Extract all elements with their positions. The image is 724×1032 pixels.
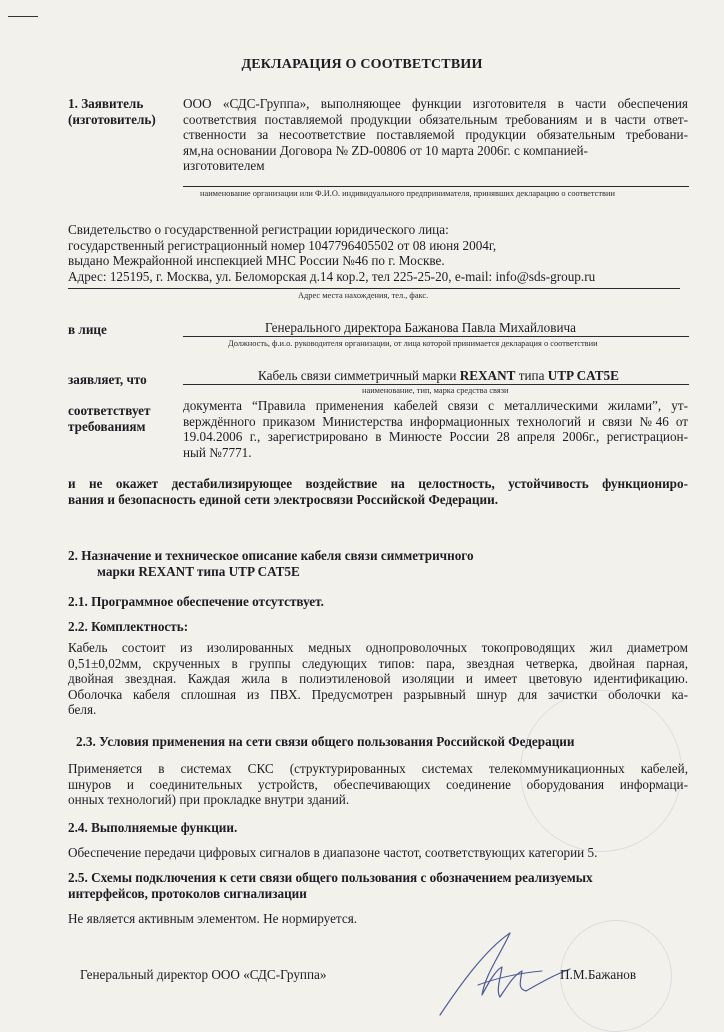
product-brand: REXANT [459, 368, 516, 383]
section-2-2-heading: 2.2. Комплектность: [68, 619, 189, 634]
applicant-label: 1. Заявитель [68, 96, 144, 111]
person-value: Генерального директора Бажанова Павла Михайловича [265, 320, 576, 335]
registration-block [68, 222, 698, 284]
requirements-line: 19.04.2006 г., зарегистрировано в Минюсте России 28 апреля 2006г., регистрацион- [183, 429, 688, 444]
impact-statement [68, 476, 688, 507]
applicant-line: ООО «СДС-Группа», выполняющее функции изготовителя в части обеспечения [183, 96, 688, 111]
section-2-5-text: Не является активным элементом. Не нормируется. [68, 911, 358, 926]
signatory-name: П.М.Бажанов [560, 967, 637, 982]
requirements-text [183, 398, 688, 460]
product-name: Кабель связи симметричный марки [258, 368, 457, 383]
person-label: в лице [68, 322, 107, 337]
section-2-5-heading: 2.5. Схемы подключения к сети связи общего пользования с обозначением реализуемых [68, 870, 593, 885]
section-2-3-text [68, 761, 688, 808]
applicant-line: изготовителем [183, 158, 265, 173]
section-2-3-line: онных технологий) при прокладке внутри зданий. [68, 792, 350, 807]
requirements-line: верждённого приказом Министерства информационных технологий и связи №46 от [183, 413, 688, 429]
registration-line: государственный регистрационный номер 1047796405502 от 08 июня 2004г, [68, 237, 497, 253]
section2-heading-sub: марки REXANT типа UTP CAT5E [97, 564, 300, 579]
corner-mark [8, 16, 38, 17]
section-2-4-heading: 2.4. Выполняемые функции. [68, 820, 238, 835]
registration-address: Адрес: 125195, г. Москва, ул. Беломорская д.14 кор.2, тел 225-25-20, e-mail: info@sds-group.ru [68, 268, 596, 284]
section-2-4-text: Обеспечение передачи цифровых сигналов в диапазоне частот, соответствующих категории 5. [68, 845, 598, 860]
registration-line: выдано Межрайонной инспекцией МНС России №46 по г. Москве. [68, 253, 445, 268]
applicant-line: соответствия поставляемой продукции обязательным требованиям и в части ответ- [183, 111, 688, 127]
section-2-5-heading-sub: интерфейсов, протоколов сигнализации [68, 886, 307, 901]
product-type: UTP CAT5E [547, 368, 619, 383]
registration-line: Свидетельство о государственной регистрации юридического лица: [68, 222, 449, 237]
applicant-line: ям,на основании Договора № ZD-00806 от 10 марта 2006г. с компанией- [183, 142, 588, 158]
product-label: заявляет, что [68, 372, 147, 387]
impact-line: и не окажет дестабилизирующее воздействие на целостность, устойчивость функциониро- [68, 476, 688, 491]
document-title: ДЕКЛАРАЦИЯ О СООТВЕТСТВИИ [241, 57, 483, 72]
requirements-line: документа “Правила применения кабелей связи с металлическими жилами”, ут- [183, 398, 688, 413]
applicant-label-sub: (изготовитель) [68, 112, 156, 127]
applicant-text [183, 96, 688, 174]
applicant-line: ственности за несоответствие поставляемой продукции обязательным требовани- [183, 127, 688, 142]
section-2-3-line: Применяется в системах СКС (структурированных системах телекоммуникационных кабелей, [68, 761, 688, 776]
person-caption: Должность, ф.и.о. руководителя организации, от лица которой принимается декларация о соответствии [228, 339, 598, 348]
applicant-underline [183, 186, 689, 187]
product-caption: наименование, тип, марка средства связи [362, 386, 509, 395]
section-2-2-line: беля. [68, 702, 97, 717]
product-type-word: типа [518, 368, 545, 383]
section-2-3-heading: 2.3. Условия применения на сети связи общего пользования Российской Федерации [76, 734, 575, 749]
impact-line: вания и безопасность единой сети электросвязи Российской Федерации. [68, 491, 498, 507]
requirements-label: соответствует [68, 403, 151, 418]
section-2-2-line: двойная звездная. Каждая жила в полиэтиленовой изоляции и имеет цветовую идентификацию. [68, 671, 688, 686]
handwritten-signature [430, 925, 580, 1020]
requirements-line: ный №7771. [183, 444, 252, 460]
registration-underline [68, 288, 680, 289]
section-2-1-heading: 2.1. Программное обеспечение отсутствует. [68, 594, 324, 609]
section-2-2-text [68, 640, 688, 718]
person-underline [183, 336, 689, 337]
section2-heading: 2. Назначение и техническое описание кабеля связи симметричного [68, 548, 474, 563]
section-2-2-line: 0,51±0,02мм, скрученных в группы следующих типов: пара, звездная четверка, двойная парная, [68, 655, 688, 671]
section-2-2-line: Кабель состоит из изолированных медных однопроволочных токопроводящих жил диаметром [68, 640, 688, 655]
product-value [258, 368, 619, 384]
section-2-3-line: шнуров и соединительных устройств, обеспечивающих соединение оборудования информаци- [68, 776, 688, 792]
registration-caption: Адрес места нахождения, тел., факс. [298, 291, 429, 300]
section-2-2-line: Оболочка кабеля сплошная из ПВХ. Предусмотрен разрывный шнур для зачистки оболочки ка- [68, 686, 688, 702]
product-underline [183, 384, 689, 385]
requirements-label-sub: требованиям [68, 419, 146, 434]
applicant-caption: наименование организации или Ф.И.О. индивидуального предпринимателя, принявших декларацию о соответствии [200, 189, 615, 198]
signatory-position: Генеральный директор ООО «СДС-Группа» [80, 967, 327, 982]
